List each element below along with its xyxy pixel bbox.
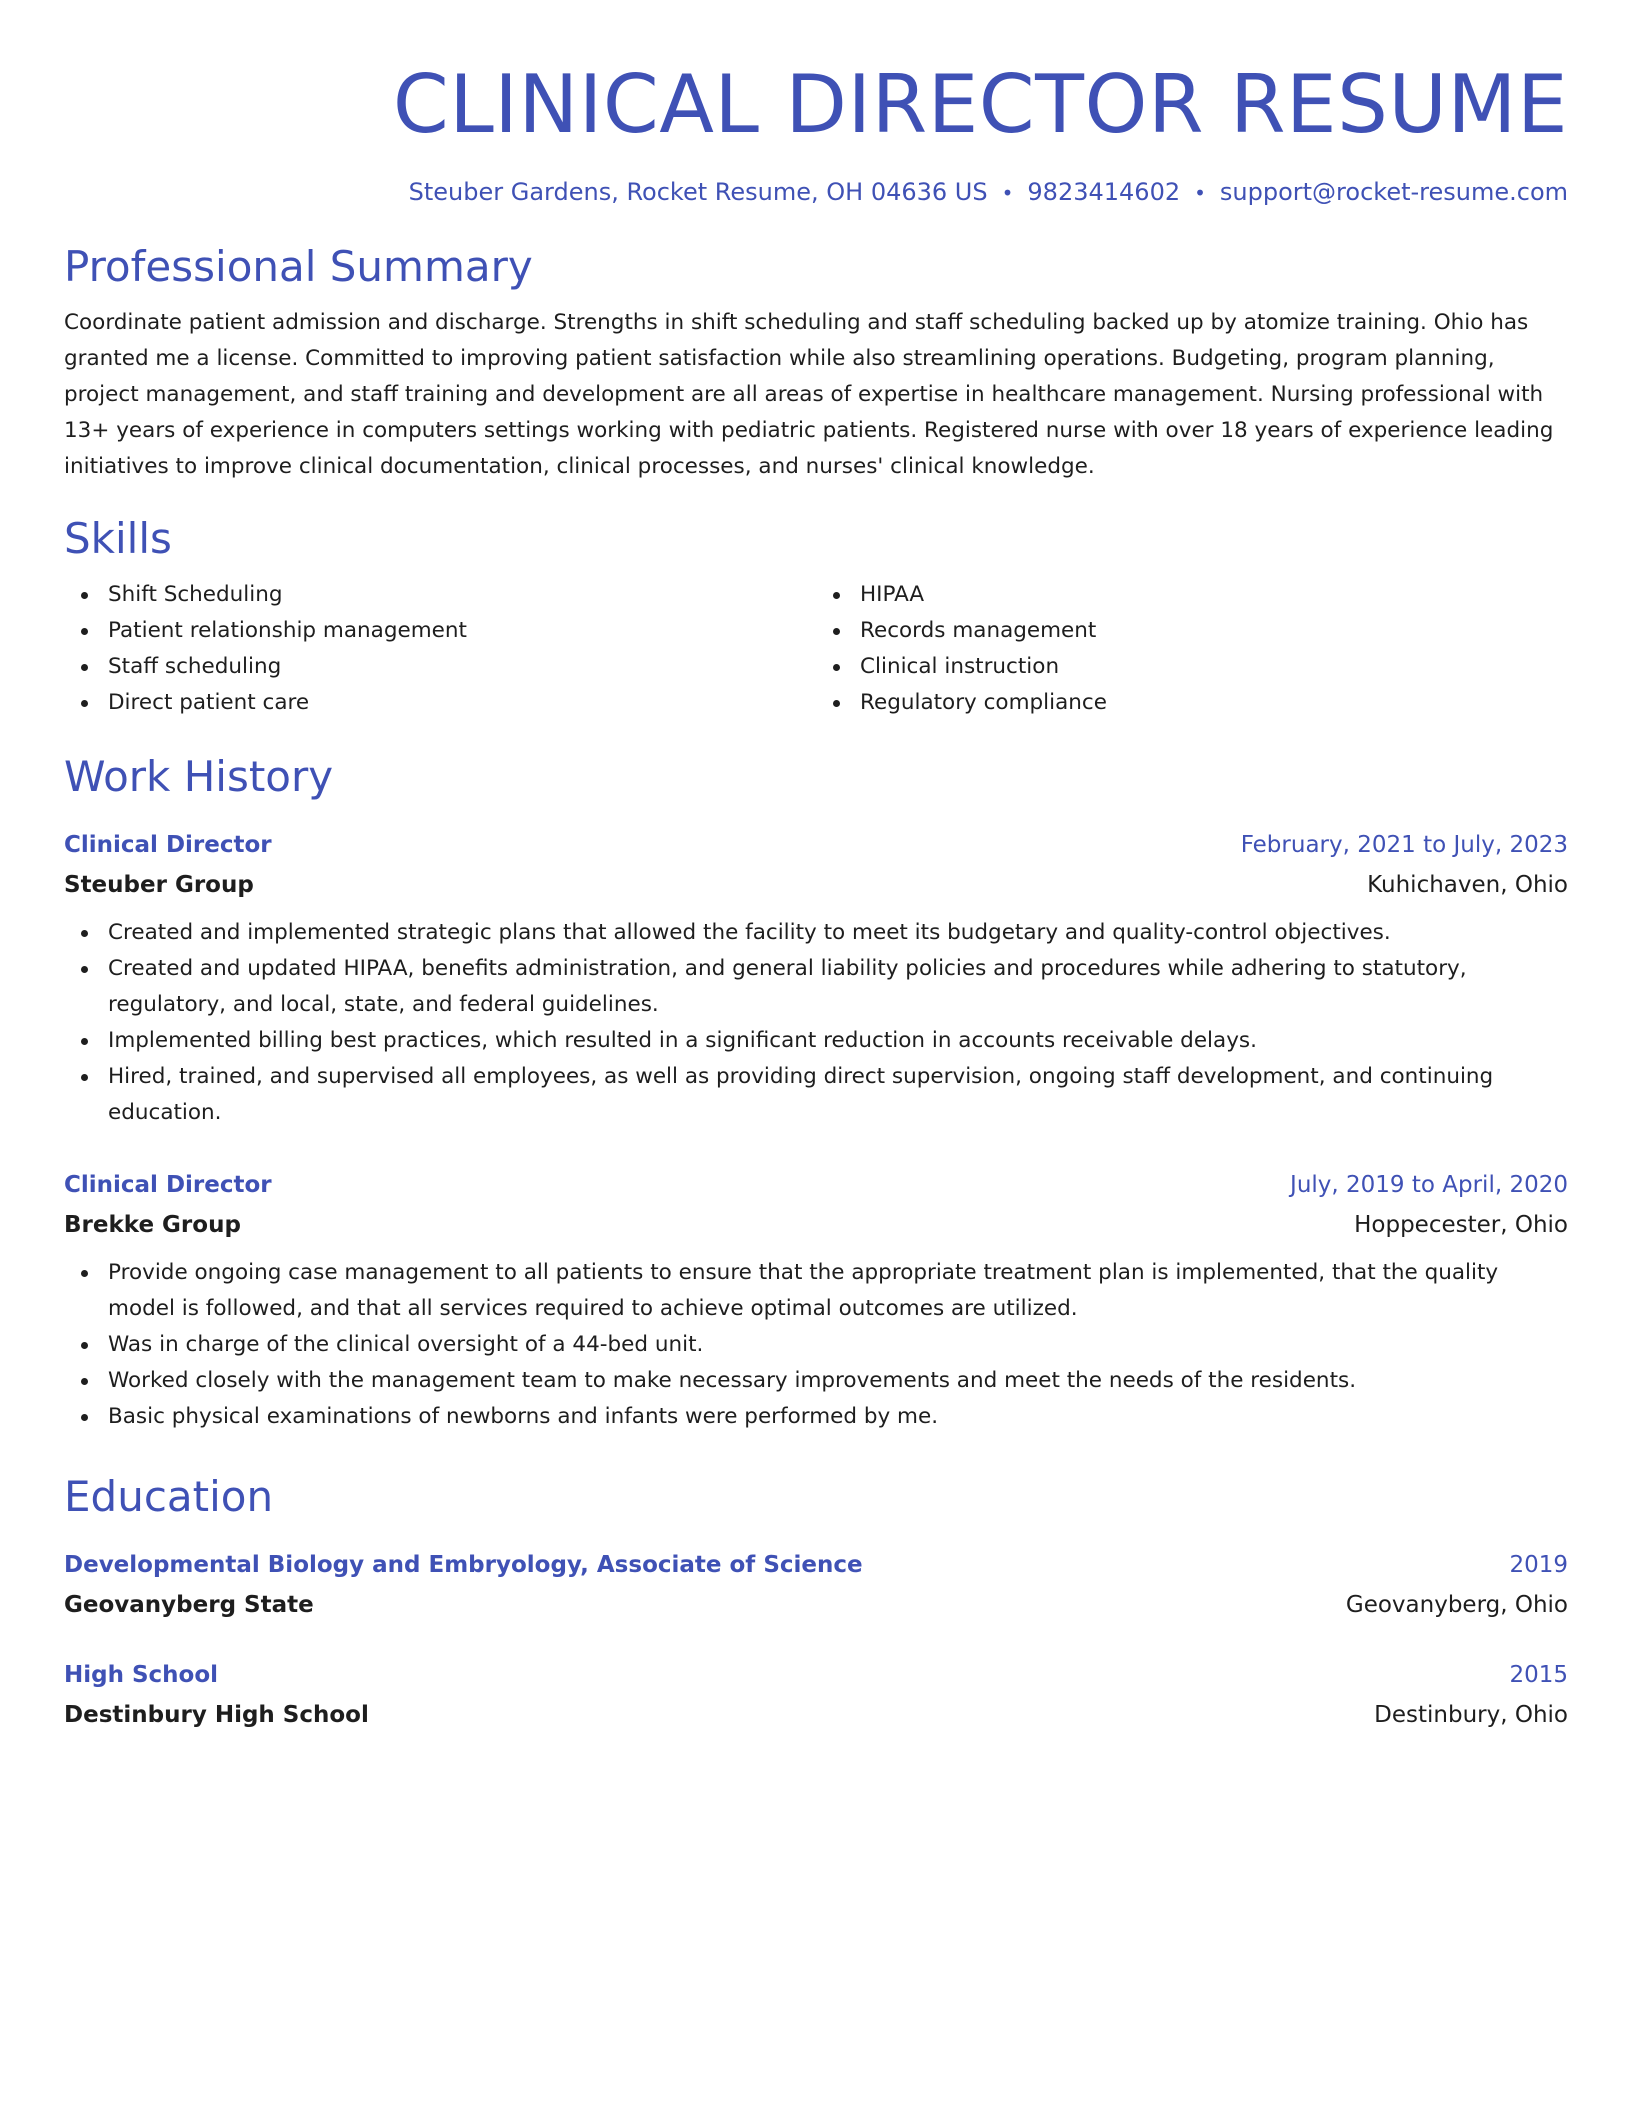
job-entry bbox=[64, 825, 1568, 1131]
summary-text: Coordinate patient admission and discharge. Strengths in shift scheduling and staff scheduling backed up by atomize training. Ohio has granted me a license. Committed to improving patient satisfaction while also streamlining operations. Budgeting, program planning, project management, and staff training and development are all areas of expertise in healthcare management. Nursing professional with 13+ years of experience in computers settings working with pediatric patients. Registered nurse with over 18 years of experience leading initiatives to improve clinical documentation, clinical processes, and nurses' clinical knowledge. bbox=[64, 310, 1554, 479]
job-bullet: Provide ongoing case management to all patients to ensure that the appropriate treatment plan is implemented, that the quality model is followed, and that all services required to achieve optimal outcomes are utilized. bbox=[108, 1255, 1568, 1327]
job-header-row bbox=[64, 825, 1568, 865]
job-company: Brekke Group bbox=[64, 1212, 241, 1238]
skill-item: Records management bbox=[860, 613, 1568, 649]
education-location: Geovanyberg, Ohio bbox=[1345, 1592, 1568, 1618]
job-bullet: Hired, trained, and supervised all employees, as well as providing direct supervision, ongoing staff development, and continuing education. bbox=[108, 1059, 1568, 1131]
section-title-summary: Professional Summary bbox=[64, 242, 533, 291]
skill-item: Patient relationship management bbox=[108, 613, 816, 649]
job-bullet: Created and updated HIPAA, benefits administration, and general liability policies and procedures while adhering to statutory, regulatory, and local, state, and federal guidelines. bbox=[108, 951, 1568, 1023]
job-entry bbox=[64, 1165, 1568, 1435]
education-location: Destinbury, Ohio bbox=[1374, 1702, 1568, 1728]
education-school-row bbox=[64, 1695, 1568, 1735]
job-header-row bbox=[64, 1165, 1568, 1205]
resume-title: CLINICAL DIRECTOR RESUME bbox=[392, 58, 1568, 151]
skills-section bbox=[64, 511, 1568, 721]
education-degree: Developmental Biology and Embryology, Associate of Science bbox=[64, 1552, 863, 1578]
work-history-section bbox=[64, 749, 1568, 1435]
section-title-skills: Skills bbox=[64, 514, 172, 563]
contact-separator: • bbox=[1001, 181, 1014, 205]
job-location: Kuhichaven, Ohio bbox=[1367, 872, 1568, 898]
job-bullet: Implemented billing best practices, which resulted in a significant reduction in accounts receivable delays. bbox=[108, 1023, 1568, 1059]
contact-separator: • bbox=[1194, 181, 1206, 205]
skills-grid bbox=[64, 577, 1568, 721]
job-dates: February, 2021 to July, 2023 bbox=[1240, 832, 1568, 858]
professional-summary-section bbox=[64, 239, 1568, 485]
job-location: Hoppecester, Ohio bbox=[1354, 1212, 1568, 1238]
job-company-row bbox=[64, 1205, 1568, 1245]
skill-item: Clinical instruction bbox=[860, 649, 1568, 685]
education-header-row bbox=[64, 1655, 1568, 1695]
job-company: Steuber Group bbox=[64, 872, 254, 898]
education-entry bbox=[64, 1655, 1568, 1735]
contact-email[interactable]: support@rocket-resume.com bbox=[1219, 178, 1568, 206]
job-responsibilities bbox=[64, 1255, 1568, 1435]
skill-item: Regulatory compliance bbox=[860, 685, 1568, 721]
contact-address: Steuber Gardens, Rocket Resume, OH 04636 US bbox=[408, 178, 988, 206]
job-bullet: Basic physical examinations of newborns and infants were performed by me. bbox=[108, 1399, 1568, 1435]
education-degree: High School bbox=[64, 1662, 219, 1688]
skills-column-left bbox=[64, 577, 816, 721]
job-bullet: Worked closely with the management team to make necessary improvements and meet the needs of the residents. bbox=[108, 1363, 1568, 1399]
education-school-row bbox=[64, 1585, 1568, 1625]
contact-line bbox=[64, 176, 1568, 209]
skill-item: Shift Scheduling bbox=[108, 577, 816, 613]
resume-header bbox=[64, 52, 1568, 209]
job-title: Clinical Director bbox=[64, 1172, 272, 1198]
section-title-work-history: Work History bbox=[64, 752, 334, 801]
skill-item: HIPAA bbox=[860, 577, 1568, 613]
section-title-education: Education bbox=[64, 1472, 274, 1521]
skill-item: Direct patient care bbox=[108, 685, 816, 721]
education-year: 2019 bbox=[1509, 1552, 1568, 1578]
job-company-row bbox=[64, 865, 1568, 905]
skill-item: Staff scheduling bbox=[108, 649, 816, 685]
education-header-row bbox=[64, 1545, 1568, 1585]
education-school: Destinbury High School bbox=[64, 1702, 369, 1728]
skills-column-right bbox=[816, 577, 1568, 721]
contact-phone[interactable]: 9823414602 bbox=[1027, 178, 1181, 206]
job-dates: July, 2019 to April, 2020 bbox=[1290, 1172, 1568, 1198]
education-school: Geovanyberg State bbox=[64, 1592, 314, 1618]
job-title: Clinical Director bbox=[64, 832, 272, 858]
education-year: 2015 bbox=[1509, 1662, 1568, 1688]
education-entry bbox=[64, 1545, 1568, 1625]
job-bullet: Was in charge of the clinical oversight of a 44-bed unit. bbox=[108, 1327, 1568, 1363]
education-section bbox=[64, 1469, 1568, 1735]
job-responsibilities bbox=[64, 915, 1568, 1131]
job-bullet: Created and implemented strategic plans that allowed the facility to meet its budgetary and quality-control objectives. bbox=[108, 915, 1568, 951]
